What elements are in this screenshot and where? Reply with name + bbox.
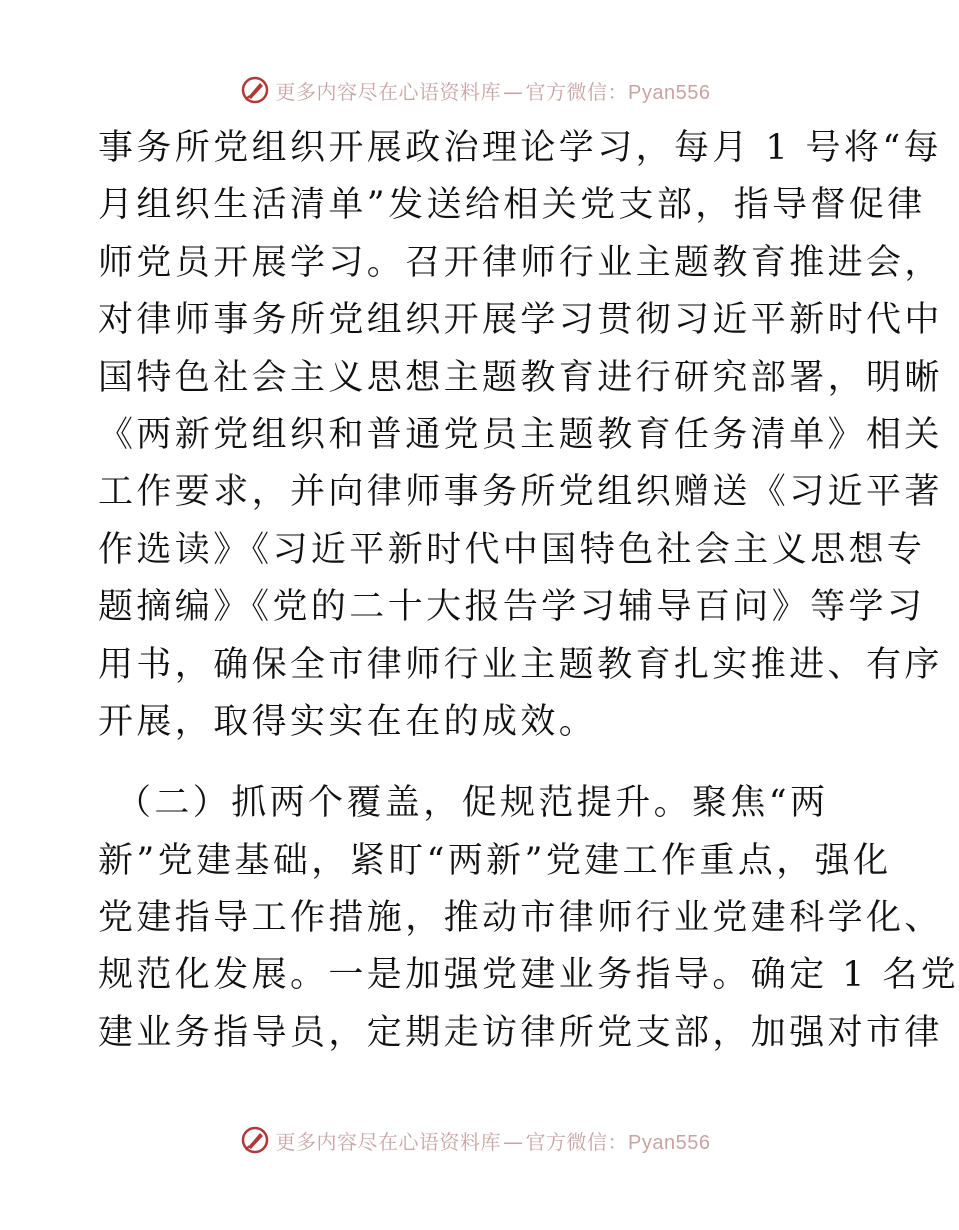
- paragraph-gap: [98, 751, 858, 775]
- watermark-brand: 更多内容尽在心语资料库: [275, 79, 502, 104]
- watermark-account: Pyan556: [628, 81, 711, 104]
- text-line: 工作要求，并向律师事务所党组织赠送《习近平著: [98, 472, 943, 513]
- quill-pen-seal-icon: [240, 1125, 270, 1155]
- text-line: 师党员开展学习。召开律师行业主题教育推进会，: [98, 242, 943, 283]
- text-line: 月组织生活清单”发送给相关党支部，指导督促律: [98, 185, 926, 226]
- section-heading-line: （二）抓两个覆盖，促规范提升。聚焦“两: [116, 783, 829, 824]
- watermark-wechat-label: 官方微信：: [525, 1129, 629, 1154]
- quill-pen-seal-icon: [240, 75, 270, 105]
- footer-watermark: [0, 1120, 950, 1160]
- text-line: 对律师事务所党组织开展学习贯彻习近平新时代中: [98, 300, 943, 341]
- paragraph-1: [98, 120, 943, 751]
- text-line: 国特色社会主义思想主题教育进行研究部署，明晰: [98, 357, 943, 398]
- paragraph-2: [98, 775, 959, 1062]
- text-line: 建业务指导员，定期走访律所党支部，加强对市律: [98, 1012, 943, 1053]
- text-line: 《两新党组织和普通党员主题教育任务清单》相关: [98, 414, 943, 455]
- watermark-separator: —: [503, 1129, 524, 1154]
- header-watermark: [0, 70, 950, 110]
- text-line: 作选读》《习近平新时代中国特色社会主义思想专: [98, 529, 926, 570]
- watermark-wechat-label: 官方微信：: [525, 79, 629, 104]
- watermark-brand: 更多内容尽在心语资料库: [275, 1129, 502, 1154]
- text-line: 题摘编》《党的二十大报告学习辅导百问》等学习: [98, 587, 926, 628]
- text-line: 党建指导工作措施，推动市律师行业党建科学化、: [98, 898, 943, 939]
- text-line: 开展，取得实实在在的成效。: [98, 701, 598, 742]
- text-line: 规范化发展。一是加强党建业务指导。确定 1 名党: [98, 955, 959, 996]
- text-line: 用书，确保全市律师行业主题教育扎实推进、有序: [98, 644, 943, 685]
- text-line: 事务所党组织开展政治理论学习，每月 1 号将“每: [98, 128, 943, 168]
- text-line: 新”党建基础，紧盯“两新”党建工作重点，强化: [98, 840, 892, 881]
- watermark-account: Pyan556: [628, 1131, 711, 1154]
- document-body: [98, 120, 959, 1062]
- watermark-separator: —: [503, 79, 524, 104]
